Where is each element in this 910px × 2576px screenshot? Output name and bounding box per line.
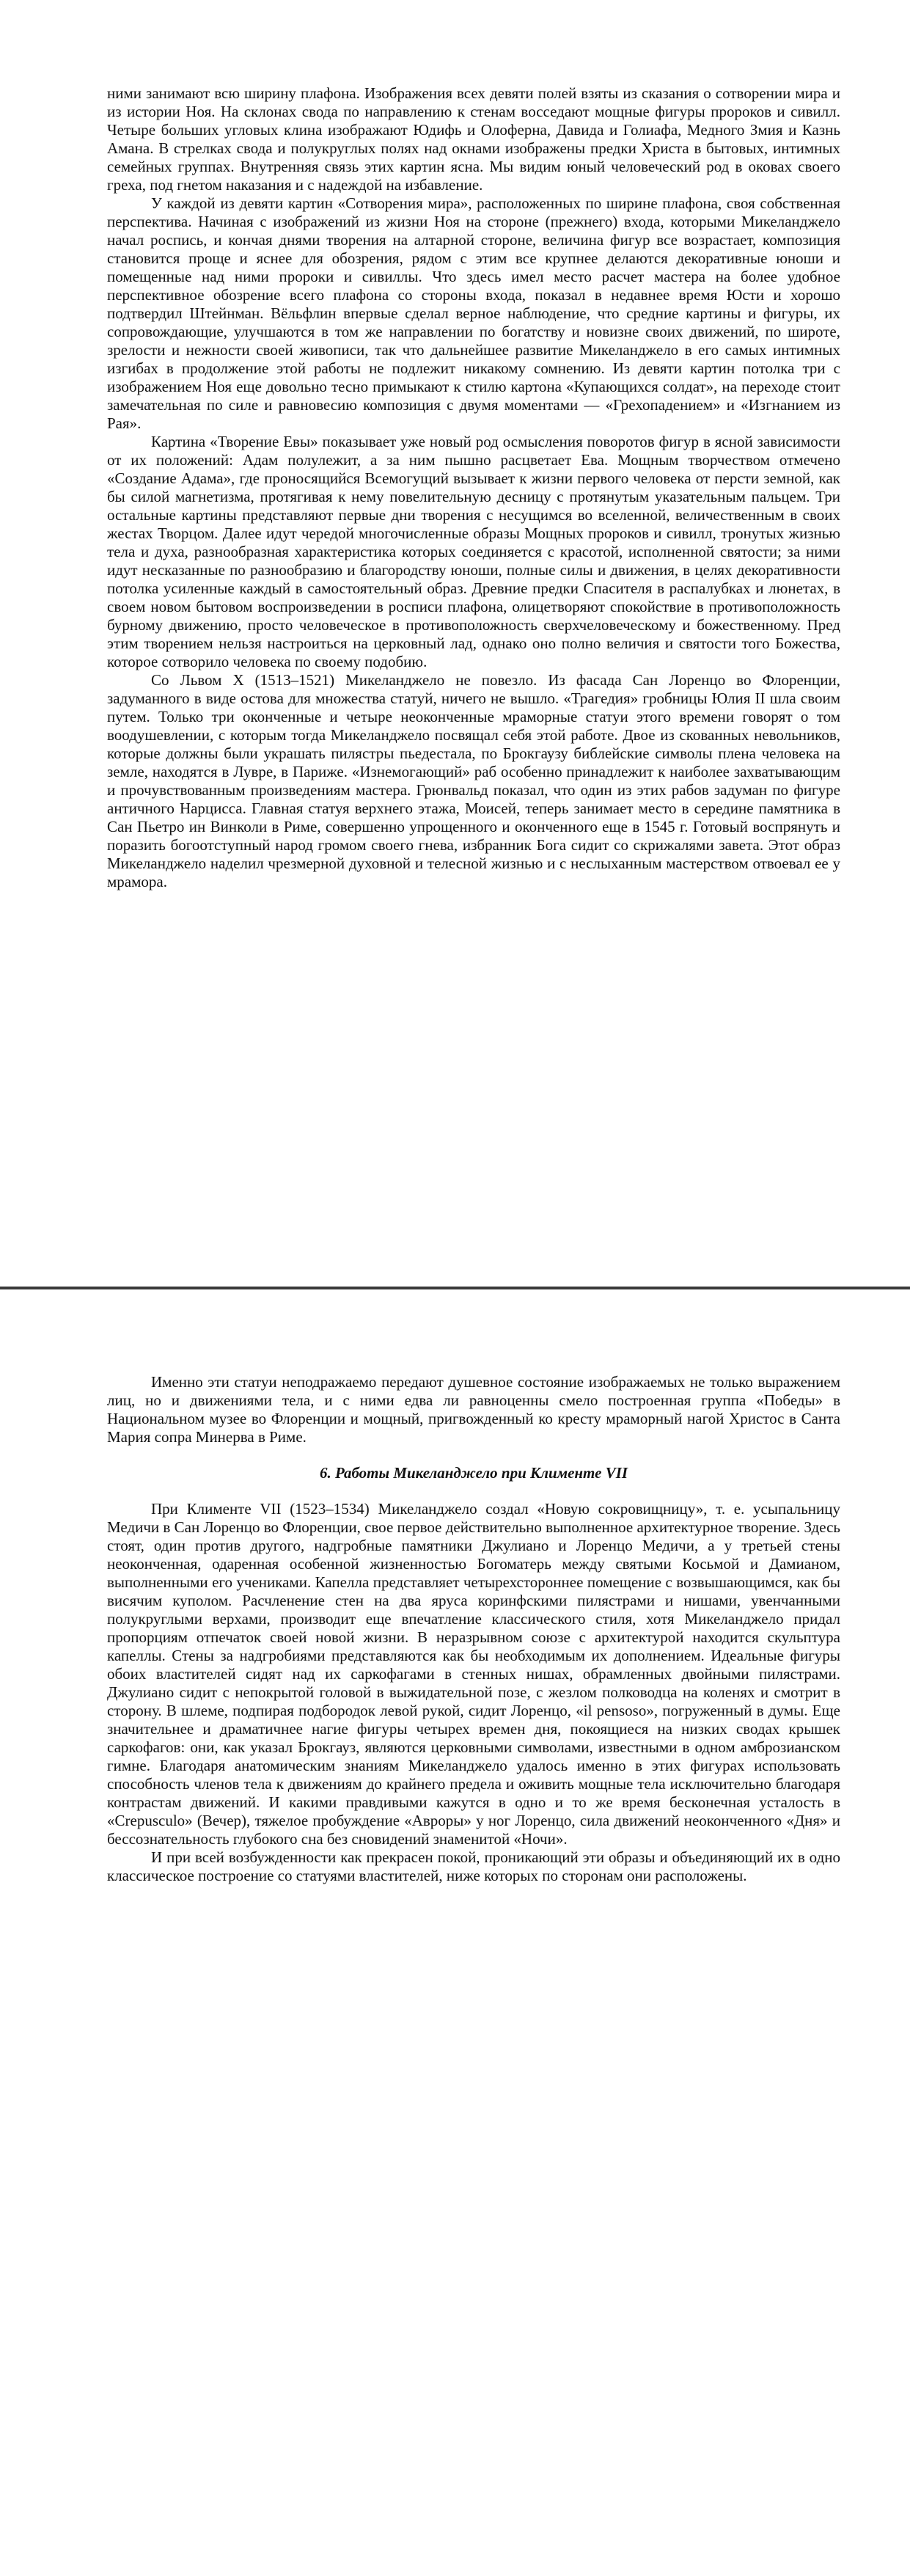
- document-page-1: [0, 0, 910, 1287]
- paragraph: Со Львом X (1513–1521) Микеланджело не повезло. Из фасада Сан Лоренцо во Флоренции, задуманного в виде остова для множества статуй, ничего не вышло. «Трагедия» гробницы Юлия II шла своим путем. Только три оконченные и четыре неоконченные мраморные статуи этого времени говорят о том воодушевлении, с которым тогда Микеланджело посвящал себя этой работе. Двое из скованных невольников, которые должны были украшать пилястры пьедестала, по Брокгаузу библейские символы плена человека на земле, находятся в Лувре, в Париже. «Изнемогающий» раб особенно принадлежит к наиболее захватывающим и прочувствованным произведениям мастера. Грюнвальд показал, что один из этих рабов задуман по фигуре античного Нарцисса. Главная статуя верхнего этажа, Моисей, теперь занимает место в середине памятника в Сан Пьетро ин Винколи в Риме, совершенно упрощенного и оконченного еще в 1545 г. Готовый воспрянуть и поразить богоотступный народ громом своего гнева, избранник Бога сидит со скрижалями завета. Этот образ Микеланджело наделил чрезмерной духовной и телесной жизнью и с неслыханным мастерством отвоевал ее у мрамора.: [107, 671, 840, 890]
- paragraph: У каждой из девяти картин «Сотворения мира», расположенных по ширине плафона, своя собственная перспектива. Начиная с изображений из жизни Ноя на стороне (прежнего) входа, которыми Микеланджело начал роспись, и кончая днями творения на алтарной стороне, величина фигур все возрастает, композиция становится проще и яснее для обозрения, рядом с этим все крупнее делаются декоративные юноши и помещенные над ними пророки и сивиллы. Что здесь имел место расчет мастера на более удобное перспективное обозрение всего плафона со стороны входа, показал в недавнее время Юсти и хорошо подтвердил Штейнман. Вёльфлин впервые сделал верное наблюдение, что средние картины и фигуры, их сопровождающие, улучшаются в том же направлении по богатству и новизне своих движений, по широте, зрелости и нежности своей живописи, так что дальнейшее развитие Микеланджело в его самых интимных изгибах в продолжение этой работы не подлежит никакому сомнению. Из девяти картин потолка три с изображением Ноя еще довольно тесно примыкают к стилю картона «Купающихся солдат», на переходе стоит замечательная по силе и равновесию композиция с двумя моментами — «Грехопадением» и «Изгнанием из Рая».: [107, 194, 840, 432]
- page-1-text: [107, 84, 840, 891]
- page-2-text: [107, 1373, 840, 1885]
- paragraph: Картина «Творение Евы» показывает уже новый род осмысления поворотов фигур в ясной зависимости от их положений: Адам полулежит, а за ним пышно расцветает Ева. Мощным творчеством отмечено «Создание Адама», где проносящийся Всемогущий вызывает к жизни первого человека от персти земной, как бы силой магнетизма, протягивая к нему повелительную десницу с протянутым указательным пальцем. Три остальные картины представляют первые дни творения с несущимся во вселенной, величественным в своих жестах Творцом. Далее идут чередой многочисленные образы Мощных пророков и сивилл, тронутых жизнью тела и духа, разнообразная характеристика которых соединяется с красотой, исполненной святости; за ними идут несказанные по разнообразию и благородству юноши, полные силы и движения, в целях декоративности потолка усиленные каждый в самостоятельный образ. Древние предки Спасителя в распалубках и люнетах, в своем новом бытовом воспроизведении в росписи плафона, олицетворяют спокойствие в противоположность бурному движению, просто человеческое в противоположность сверхчеловеческому и божественному. Пред этим творением нельзя настроиться на церковный лад, однако оно полно величия и святости того Божества, которое сотворило человека по своему подобию.: [107, 433, 840, 670]
- paragraph: При Клименте VII (1523–1534) Микеланджело создал «Новую сокровищницу», т. е. усыпальницу Медичи в Сан Лоренцо во Флоренции, свое первое действительно выполненное архитектурное творение. Здесь стоят, один против другого, надгробные памятники Джулиано и Лоренцо Медичи, а у третьей стены неоконченная, одаренная особенной жизненностью Богоматерь между святыми Косьмой и Дамианом, выполненными его учениками. Капелла представляет четырехстороннее помещение с возвышающимся, как бы висячим куполом. Расчленение стен на два яруса коринфскими пилястрами и нишами, увенчанными полукруглыми верхами, производит еще впечатление классического стиля, хотя Микеланджело придал пропорциям отпечаток своей новой жизни. В неразрывном союзе с архитектурой находится скульптура капеллы. Стены за надгробиями представляются как бы необходимым их дополнением. Идеальные фигуры обоих властителей сидят над их саркофагами в стенных нишах, обрамленных двойными пилястрами. Джулиано сидит с непокрытой головой в выжидательной позе, с жезлом полководца на коленях и смотрит в сторону. В шлеме, подпирая подбородок левой рукой, сидит Лоренцо, «il pensoso», погруженный в думы. Еще значительнее и драматичнее нагие фигуры четырех времен дня, покоящиеся на низких сводах крышек саркофагов: они, как указал Брокгауз, являются церковными символами, известными в одном амброзианском гимне. Благодаря анатомическим знаниям Микеланджело удалось именно в этих фигурах использовать способность членов тела к движениям до крайнего предела и оживить мощные тела исключительно благодаря контрастам движений. И какими правдивыми кажутся в одно и то же время бесконечная усталость в «Crepusculo» (Вечер), тяжелое пробуждение «Авроры» у ног Лоренцо, сила движений неоконченного «Дня» и бессознательность глубокого сна без сновидений знаменитой «Ночи».: [107, 1500, 840, 1848]
- paragraph: И при всей возбужденности как прекрасен покой, проникающий эти образы и объединяющий их в одно классическое построение со статуями властителей, ниже которых по сторонам они расположены.: [107, 1848, 840, 1884]
- paragraph: Именно эти статуи неподражаемо передают душевное состояние изображаемых не только выражением лиц, но и движениями тела, и с ними едва ли равноценны смело построенная группа «Победы» в Национальном музее во Флоренции и мощный, пригвожденный ко кресту мраморный нагой Христос в Санта Мария сопра Минерва в Риме.: [107, 1373, 840, 1446]
- section-heading: 6. Работы Микеланджело при Клименте VII: [319, 1464, 628, 1482]
- paragraph: ними занимают всю ширину плафона. Изображения всех девяти полей взяты из сказания о сотворении мира и из истории Ноя. На склонах свода по направлению к стенам восседают мощные фигуры пророков и сивилл. Четыре больших угловых клина изображают Юдифь и Олоферна, Давида и Голиафа, Медного Змия и Казнь Амана. В стрелках свода и полукруглых полях над окнами изображены предки Христа в бытовых, интимных семейных группах. Внутренняя связь этих картин ясна. Мы видим юный человеческий род в оковах своего греха, под гнетом наказания и с надеждой на избавление.: [107, 84, 840, 194]
- document-page-2: [0, 1289, 910, 2576]
